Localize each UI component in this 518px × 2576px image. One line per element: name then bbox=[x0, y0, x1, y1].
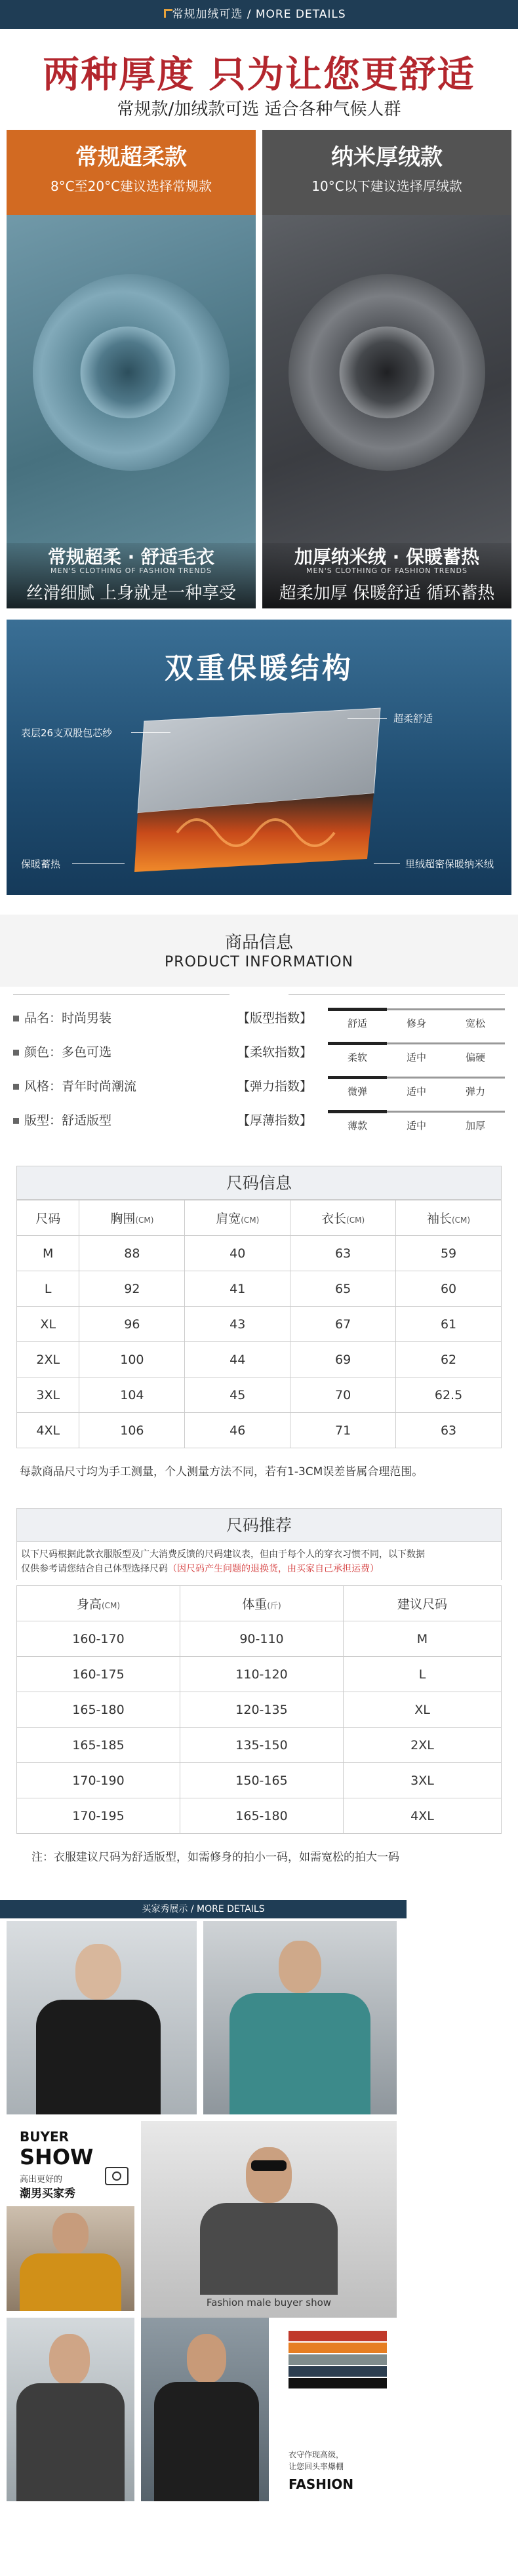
table-cell: 60 bbox=[396, 1271, 502, 1307]
index-option: 偏硬 bbox=[465, 1052, 485, 1063]
info-row-style bbox=[13, 1077, 136, 1094]
panel-foot-title: 常规超柔 · 舒适毛衣 bbox=[47, 546, 215, 568]
table-row bbox=[17, 1692, 502, 1728]
panel-foot-desc: 超柔加厚 保暖舒适 循环蓄热 bbox=[279, 584, 495, 603]
panel-foot-brand: MEN'S CLOTHING OF FASHION TRENDS bbox=[306, 566, 468, 575]
regular-fabric-panel bbox=[7, 130, 256, 608]
index-option: 舒适 bbox=[347, 1018, 367, 1029]
intro-text: 仅供参考请您结合自己体型选择尺码 bbox=[21, 1564, 168, 1574]
size-info-title: 尺码信息 bbox=[16, 1166, 502, 1200]
table-cell: 41 bbox=[185, 1271, 290, 1307]
pointer-line bbox=[348, 718, 387, 719]
table-cell: 65 bbox=[290, 1271, 396, 1307]
header-label: 尺码 bbox=[35, 1212, 61, 1226]
table-cell: 59 bbox=[396, 1236, 502, 1271]
bottom-text-2: 让您回头率爆棚 bbox=[289, 2462, 344, 2471]
table-row bbox=[17, 1236, 502, 1271]
black-sweater-icon bbox=[154, 2382, 259, 2501]
info-row-name bbox=[13, 1008, 111, 1026]
label-soft-comfort: 超柔舒适 bbox=[393, 713, 433, 724]
table-cell: 3XL bbox=[17, 1377, 79, 1413]
person-head-icon bbox=[75, 1944, 121, 2000]
black-sweater-icon bbox=[36, 2000, 161, 2114]
sunglasses-icon bbox=[251, 2160, 287, 2171]
fabric-fold-icon bbox=[79, 327, 177, 418]
buyer-show-bar-label: 买家秀展示 / MORE DETAILS bbox=[142, 1904, 265, 1914]
gray-sweater-icon bbox=[200, 2203, 338, 2295]
person-head-icon bbox=[52, 2213, 89, 2255]
table-header-row bbox=[17, 1586, 502, 1621]
info-row-color bbox=[13, 1042, 111, 1060]
unit-label: (CM) bbox=[135, 1216, 154, 1225]
index-bar bbox=[328, 1008, 505, 1010]
teal-sweater-icon bbox=[229, 1993, 370, 2114]
table-header-cell bbox=[344, 1586, 502, 1621]
table-cell: 165-180 bbox=[180, 1798, 344, 1834]
table-cell: 88 bbox=[79, 1236, 185, 1271]
size-info-note: 每款商品尺寸均为手工测量，个人测量方法不同，若有1-3CM误差皆属合理范围。 bbox=[20, 1465, 424, 1478]
unit-label: (斤) bbox=[267, 1601, 281, 1610]
index-scale-fit bbox=[328, 1008, 505, 1035]
table-cell: 2XL bbox=[17, 1342, 79, 1377]
index-scale-thickness bbox=[328, 1111, 505, 1137]
orange-folded-sweater-icon bbox=[289, 2343, 387, 2353]
panel-foot-title: 加厚纳米绒 · 保暖蓄热 bbox=[294, 546, 480, 568]
table-cell: 120-135 bbox=[180, 1692, 344, 1728]
panel-footer bbox=[262, 543, 511, 608]
pointer-line bbox=[72, 863, 125, 864]
table-cell: 4XL bbox=[17, 1413, 79, 1448]
index-selected-segment bbox=[328, 1008, 387, 1011]
panel-foot-brand: MEN'S CLOTHING OF FASHION TRENDS bbox=[50, 566, 212, 575]
table-row bbox=[17, 1657, 502, 1692]
table-cell: 106 bbox=[79, 1413, 185, 1448]
product-info-header bbox=[0, 915, 518, 987]
fabric-fold-icon bbox=[338, 327, 436, 418]
index-option: 薄款 bbox=[347, 1120, 367, 1132]
size-recommend-note: 注：衣服建议尺码为舒适版型，如需修身的拍小一码，如需宽松的拍大一码 bbox=[31, 1851, 399, 1864]
person-head-icon bbox=[187, 2334, 226, 2383]
section-header-label: 常规加绒可选 / MORE DETAILS bbox=[172, 8, 346, 21]
size-recommend-title: 尺码推荐 bbox=[16, 1508, 502, 1542]
index-selected-segment bbox=[328, 1110, 387, 1113]
slogan-1: 高出更好的 bbox=[20, 2175, 63, 2185]
index-name-thickness: 【厚薄指数】 bbox=[237, 1113, 313, 1128]
buyer-photo bbox=[7, 2318, 134, 2501]
charcoal-sweater-icon bbox=[16, 2383, 125, 2501]
table-cell: 67 bbox=[290, 1307, 396, 1342]
table-cell: 44 bbox=[185, 1342, 290, 1377]
dual-warm-structure bbox=[7, 620, 511, 895]
table-cell: 2XL bbox=[344, 1728, 502, 1763]
index-option: 适中 bbox=[406, 1120, 426, 1132]
index-option: 弹力 bbox=[465, 1086, 485, 1098]
show-label: SHOW bbox=[20, 2145, 94, 2170]
table-header-cell bbox=[396, 1200, 502, 1236]
table-header-cell bbox=[17, 1200, 79, 1236]
product-info-title-en: PRODUCT INFORMATION bbox=[165, 954, 353, 970]
info-label: 风格： bbox=[24, 1079, 62, 1094]
index-selected-segment bbox=[328, 1076, 387, 1079]
buyer-photo bbox=[203, 1921, 397, 2114]
index-scale-stretch bbox=[328, 1077, 505, 1103]
table-header-cell bbox=[17, 1586, 180, 1621]
panel-subtitle: 10°C以下建议选择厚绒款 bbox=[311, 178, 462, 194]
buyer-photo bbox=[141, 2318, 269, 2501]
unit-label: (CM) bbox=[346, 1216, 365, 1225]
index-bar bbox=[328, 1077, 505, 1079]
index-selected-segment bbox=[328, 1042, 387, 1045]
index-option: 微弹 bbox=[347, 1086, 367, 1098]
panel-caption bbox=[7, 130, 256, 215]
pointer-line bbox=[374, 863, 400, 864]
info-value: 舒适版型 bbox=[62, 1113, 112, 1128]
header-label: 建议尺码 bbox=[397, 1597, 447, 1612]
header-label: 袖长 bbox=[426, 1212, 452, 1226]
header-label: 肩宽 bbox=[216, 1212, 241, 1226]
section-header-bar bbox=[0, 0, 518, 29]
header-label: 胸围 bbox=[110, 1212, 136, 1226]
table-row bbox=[17, 1798, 502, 1834]
corner-mark-icon bbox=[164, 9, 172, 18]
black-folded-sweater-icon bbox=[289, 2378, 387, 2388]
divider bbox=[13, 994, 229, 995]
table-header-cell bbox=[290, 1200, 396, 1236]
table-cell: 160-175 bbox=[17, 1657, 180, 1692]
header-label: 体重 bbox=[242, 1597, 268, 1612]
index-bar bbox=[328, 1042, 505, 1044]
person-head-icon bbox=[49, 2334, 90, 2385]
table-cell: 100 bbox=[79, 1342, 185, 1377]
table-cell: 63 bbox=[290, 1236, 396, 1271]
bullet-icon bbox=[13, 1050, 19, 1056]
unit-label: (CM) bbox=[101, 1601, 121, 1610]
table-cell: L bbox=[17, 1271, 79, 1307]
label-outer-yarn: 表层26支双股包芯纱 bbox=[21, 727, 113, 739]
intro-line: 以下尺码根据此款衣服版型及广大消费反馈的尺码建议表，但由于每个人的穿衣习惯不同，以下数据 bbox=[21, 1549, 425, 1560]
table-cell: 135-150 bbox=[180, 1728, 344, 1763]
panel-title: 常规超柔款 bbox=[75, 144, 187, 170]
table-cell: 170-195 bbox=[17, 1798, 180, 1834]
intro-warning: （因尺码产生问题的退换货，由买家自己承担运费） bbox=[168, 1564, 379, 1574]
table-cell: 62 bbox=[396, 1342, 502, 1377]
table-cell: 170-190 bbox=[17, 1763, 180, 1798]
buyer-label: BUYER bbox=[20, 2129, 70, 2145]
table-cell: 63 bbox=[396, 1413, 502, 1448]
buyer-show-badge bbox=[7, 2121, 134, 2200]
table-cell: 165-185 bbox=[17, 1728, 180, 1763]
table-header-cell bbox=[180, 1586, 344, 1621]
table-cell: 3XL bbox=[344, 1763, 502, 1798]
table-cell: 104 bbox=[79, 1377, 185, 1413]
slogan-2: 潮男买家秀 bbox=[20, 2187, 75, 2200]
table-cell: 43 bbox=[185, 1307, 290, 1342]
info-label: 颜色： bbox=[24, 1045, 62, 1060]
table-cell: 69 bbox=[290, 1342, 396, 1377]
index-bar bbox=[328, 1111, 505, 1113]
product-info-title: 商品信息 bbox=[224, 933, 293, 953]
hero-subline: 常规款/加绒款可选 适合各种气候人群 bbox=[117, 100, 401, 119]
panel-subtitle: 8°C至20°C建议选择常规款 bbox=[50, 178, 212, 194]
person-head-icon bbox=[246, 2147, 292, 2203]
table-cell: 92 bbox=[79, 1271, 185, 1307]
table-cell: 46 bbox=[185, 1413, 290, 1448]
label-heat-storage: 保暖蓄热 bbox=[21, 858, 61, 870]
info-value: 青年时尚潮流 bbox=[62, 1079, 137, 1094]
bullet-icon bbox=[13, 1118, 19, 1124]
table-row bbox=[17, 1728, 502, 1763]
bullet-icon bbox=[13, 1016, 19, 1021]
table-row bbox=[17, 1763, 502, 1798]
camera-icon bbox=[105, 2167, 129, 2185]
table-cell: XL bbox=[344, 1692, 502, 1728]
table-cell: M bbox=[17, 1236, 79, 1271]
index-scale-softness bbox=[328, 1042, 505, 1069]
red-folded-sweater-icon bbox=[289, 2331, 387, 2341]
table-header-row bbox=[17, 1200, 502, 1236]
size-info-table bbox=[16, 1200, 502, 1448]
panel-foot-desc: 丝滑细腻 上身就是一种享受 bbox=[26, 584, 237, 603]
info-value: 多色可选 bbox=[62, 1045, 112, 1060]
table-cell: 70 bbox=[290, 1377, 396, 1413]
table-cell: 40 bbox=[185, 1236, 290, 1271]
table-cell: L bbox=[344, 1657, 502, 1692]
index-option: 适中 bbox=[406, 1052, 426, 1063]
index-option: 适中 bbox=[406, 1086, 426, 1098]
table-cell: XL bbox=[17, 1307, 79, 1342]
hero-headline: 两种厚度 只为让您更舒适 bbox=[43, 54, 475, 96]
fleece-fabric-panel bbox=[262, 130, 511, 608]
panel-title: 纳米厚绒款 bbox=[331, 144, 443, 170]
unit-label: (CM) bbox=[241, 1216, 260, 1225]
info-value: 时尚男装 bbox=[62, 1011, 112, 1025]
panel-caption bbox=[262, 130, 511, 215]
panel-footer bbox=[7, 543, 256, 608]
table-row bbox=[17, 1342, 502, 1377]
table-cell: 61 bbox=[396, 1307, 502, 1342]
pointer-line bbox=[131, 732, 170, 733]
table-row bbox=[17, 1377, 502, 1413]
table-header-cell bbox=[185, 1200, 290, 1236]
unit-label: (CM) bbox=[451, 1216, 471, 1225]
table-cell: M bbox=[344, 1621, 502, 1657]
fashion-label: FASHION bbox=[289, 2476, 354, 2492]
size-recommend-intro bbox=[16, 1542, 502, 1580]
table-header-cell bbox=[79, 1200, 185, 1236]
buyer-photo bbox=[7, 1921, 197, 2114]
mustard-sweater-icon bbox=[20, 2253, 121, 2311]
table-row bbox=[17, 1621, 502, 1657]
buyer-photo bbox=[7, 2206, 134, 2311]
folded-sweaters-panel bbox=[275, 2324, 397, 2501]
header-label: 衣长 bbox=[321, 1212, 347, 1226]
index-option: 修身 bbox=[406, 1018, 426, 1029]
table-cell: 165-180 bbox=[17, 1692, 180, 1728]
table-row bbox=[17, 1307, 502, 1342]
table-cell: 96 bbox=[79, 1307, 185, 1342]
table-cell: 160-170 bbox=[17, 1621, 180, 1657]
table-row bbox=[17, 1271, 502, 1307]
label-nano-fleece: 里绒超密保暖纳米绒 bbox=[405, 858, 494, 870]
buyer-show-caption: Fashion male buyer show bbox=[206, 2297, 332, 2308]
index-option: 加厚 bbox=[465, 1120, 485, 1132]
table-cell: 71 bbox=[290, 1413, 396, 1448]
info-label: 版型： bbox=[24, 1113, 62, 1128]
bottom-text-1: 衣守作现高级， bbox=[289, 2450, 344, 2459]
bullet-icon bbox=[13, 1084, 19, 1090]
table-row bbox=[17, 1413, 502, 1448]
intro-line bbox=[21, 1562, 497, 1576]
size-recommend-table bbox=[16, 1585, 502, 1834]
header-label: 身高 bbox=[76, 1597, 102, 1612]
info-label: 品名： bbox=[24, 1011, 62, 1025]
gray-folded-sweater-icon bbox=[289, 2354, 387, 2365]
index-name-stretch: 【弹力指数】 bbox=[237, 1079, 313, 1094]
buyer-show-bar bbox=[0, 1900, 407, 1918]
divider bbox=[289, 994, 505, 995]
table-cell: 110-120 bbox=[180, 1657, 344, 1692]
index-option: 柔软 bbox=[347, 1052, 367, 1063]
table-cell: 45 bbox=[185, 1377, 290, 1413]
table-cell: 4XL bbox=[344, 1798, 502, 1834]
table-cell: 62.5 bbox=[396, 1377, 502, 1413]
index-name-softness: 【柔软指数】 bbox=[237, 1045, 313, 1060]
table-cell: 150-165 bbox=[180, 1763, 344, 1798]
person-head-icon bbox=[279, 1941, 321, 1993]
index-option: 宽松 bbox=[465, 1018, 485, 1029]
index-name-fit: 【版型指数】 bbox=[237, 1011, 313, 1025]
info-row-fit bbox=[13, 1111, 111, 1128]
fabric-layer-diagram bbox=[118, 702, 400, 885]
navy-folded-sweater-icon bbox=[289, 2366, 387, 2377]
structure-title: 双重保暖结构 bbox=[165, 652, 353, 685]
buyer-photo bbox=[141, 2121, 397, 2318]
table-cell: 90-110 bbox=[180, 1621, 344, 1657]
